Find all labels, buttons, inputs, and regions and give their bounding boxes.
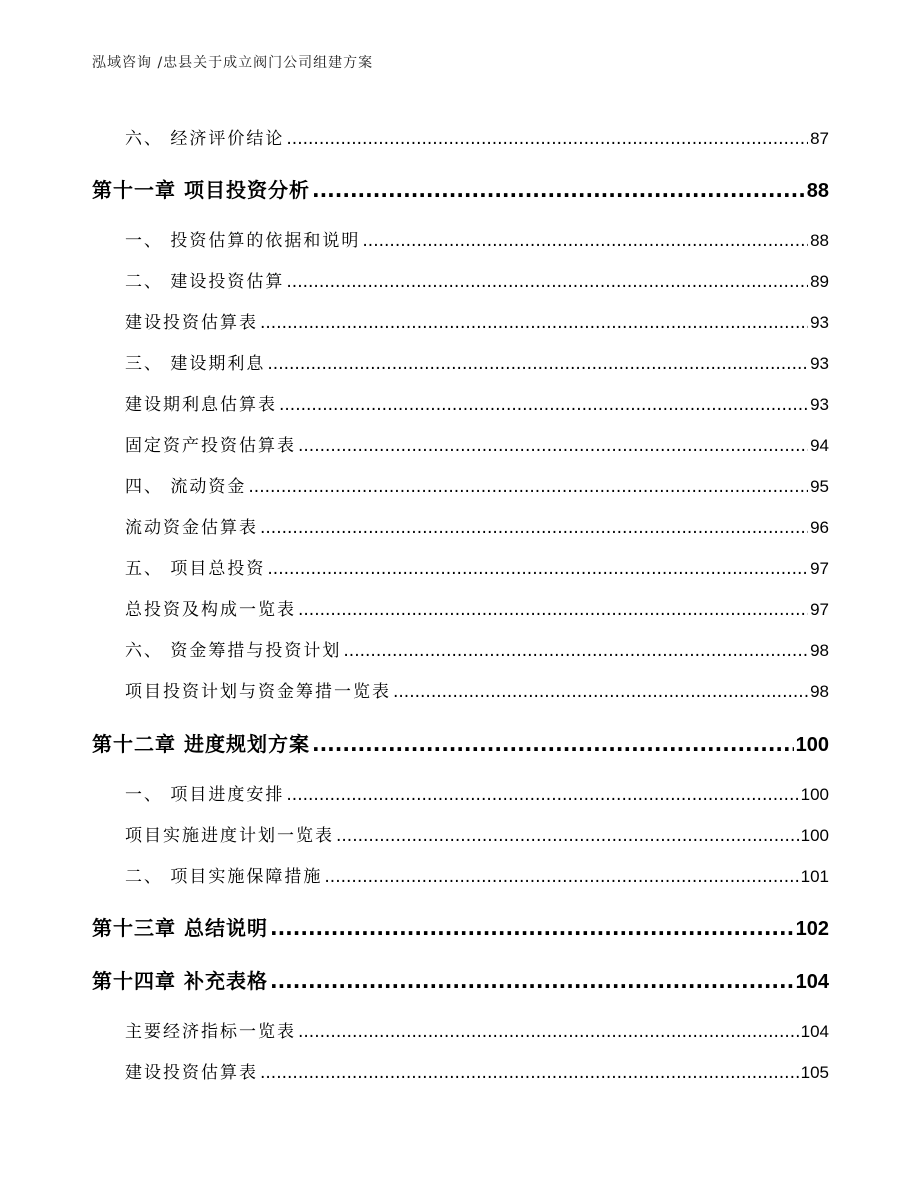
toc-entry[interactable] — [125, 513, 829, 538]
toc-entry-title: 四、 流动资金 — [125, 477, 247, 497]
toc-leader-dots — [286, 272, 808, 292]
toc-entry-page: 96 — [810, 518, 829, 537]
toc-leader-dots — [286, 129, 808, 149]
toc-entry-title: 项目投资计划与资金筹措一览表 — [125, 682, 391, 702]
toc-leader-dots — [298, 600, 808, 620]
toc-leader-dots — [336, 826, 799, 846]
toc-entry[interactable] — [125, 554, 829, 579]
toc-entry-page: 95 — [810, 477, 829, 496]
toc-chapter-entry[interactable] — [92, 912, 829, 941]
toc-leader-dots — [248, 477, 808, 497]
toc-entry-title: 第十三章 总结说明 — [92, 916, 268, 940]
toc-entry-title: 流动资金估算表 — [125, 518, 258, 538]
toc-leader-dots — [270, 969, 794, 993]
toc-chapter-entry[interactable] — [92, 965, 829, 994]
toc-entry-title: 一、 项目进度安排 — [125, 785, 285, 805]
toc-leader-dots — [270, 916, 794, 940]
page-header: 泓域咨询 /忠县关于成立阀门公司组建方案 — [92, 55, 374, 71]
toc-entry[interactable] — [125, 226, 829, 251]
toc-leader-dots — [279, 395, 808, 415]
toc-entry-title: 五、 项目总投资 — [125, 559, 266, 579]
toc-entry-page: 93 — [810, 354, 829, 373]
toc-entry[interactable] — [125, 124, 829, 149]
toc-entry[interactable] — [125, 677, 829, 702]
toc-entry[interactable] — [125, 1058, 829, 1083]
toc-entry-page: 98 — [810, 641, 829, 660]
toc-entry-page: 98 — [810, 682, 829, 701]
toc-entry[interactable] — [125, 595, 829, 620]
toc-entry-page: 94 — [810, 436, 829, 455]
toc-entry-page: 87 — [810, 129, 829, 148]
toc-entry-page: 100 — [800, 785, 829, 804]
toc-entry[interactable] — [125, 862, 829, 887]
toc-entry-title: 项目实施进度计划一览表 — [125, 826, 334, 846]
toc-leader-dots — [324, 867, 798, 887]
toc-entry-title: 第十一章 项目投资分析 — [92, 178, 310, 202]
toc-entry[interactable] — [125, 472, 829, 497]
toc-entry-page: 102 — [795, 918, 829, 940]
toc-leader-dots — [312, 178, 805, 202]
toc-entry[interactable] — [125, 780, 829, 805]
toc-entry[interactable] — [125, 308, 829, 333]
toc-entry-title: 建设期利息估算表 — [125, 395, 277, 415]
toc-entry[interactable] — [125, 390, 829, 415]
toc-entry-title: 第十四章 补充表格 — [92, 969, 268, 993]
toc-entry-title: 总投资及构成一览表 — [125, 600, 296, 620]
toc-leader-dots — [286, 785, 798, 805]
toc-entry-page: 93 — [810, 313, 829, 332]
toc-entry[interactable] — [125, 431, 829, 456]
toc-entry-page: 93 — [810, 395, 829, 414]
toc-entry-page: 104 — [795, 971, 829, 993]
toc-leader-dots — [393, 682, 808, 702]
toc-entry-page: 100 — [800, 826, 829, 845]
toc-leader-dots — [267, 354, 808, 374]
toc-leader-dots — [267, 559, 808, 579]
toc-entry-title: 第十二章 进度规划方案 — [92, 732, 310, 756]
toc-entry-page: 101 — [800, 867, 829, 886]
toc-leader-dots — [260, 1063, 799, 1083]
toc-entry-title: 三、 建设期利息 — [125, 354, 266, 374]
header-divider — [90, 80, 830, 81]
toc-entry-title: 建设投资估算表 — [125, 1063, 258, 1083]
toc-leader-dots — [260, 518, 808, 538]
toc-entry[interactable] — [125, 349, 829, 374]
toc-entry[interactable] — [125, 636, 829, 661]
toc-entry-title: 六、 经济评价结论 — [125, 129, 285, 149]
toc-entry-page: 97 — [810, 600, 829, 619]
toc-leader-dots — [298, 436, 808, 456]
toc-chapter-entry[interactable] — [92, 728, 829, 757]
toc-entry[interactable] — [125, 1017, 829, 1042]
toc-entry[interactable] — [125, 267, 829, 292]
toc-leader-dots — [298, 1022, 799, 1042]
toc-entry-title: 二、 项目实施保障措施 — [125, 867, 323, 887]
toc-leader-dots — [343, 641, 808, 661]
toc-entry-title: 主要经济指标一览表 — [125, 1022, 296, 1042]
toc-leader-dots — [312, 732, 794, 756]
toc-entry-page: 88 — [806, 180, 829, 202]
toc-entry-page: 88 — [810, 231, 829, 250]
toc-entry-page: 105 — [800, 1063, 829, 1082]
toc-entry-page: 104 — [800, 1022, 829, 1041]
toc-chapter-entry[interactable] — [92, 174, 829, 203]
toc-entry-title: 固定资产投资估算表 — [125, 436, 296, 456]
toc-entry-title: 六、 资金筹措与投资计划 — [125, 641, 342, 661]
toc-entry-page: 97 — [810, 559, 829, 578]
toc-leader-dots — [260, 313, 808, 333]
toc-entry-page: 89 — [810, 272, 829, 291]
toc-entry-page: 100 — [795, 734, 829, 756]
toc-entry-title: 二、 建设投资估算 — [125, 272, 285, 292]
toc-entry-title: 建设投资估算表 — [125, 313, 258, 333]
toc-leader-dots — [362, 231, 808, 251]
toc-entry-title: 一、 投资估算的依据和说明 — [125, 231, 361, 251]
toc-entry[interactable] — [125, 821, 829, 846]
